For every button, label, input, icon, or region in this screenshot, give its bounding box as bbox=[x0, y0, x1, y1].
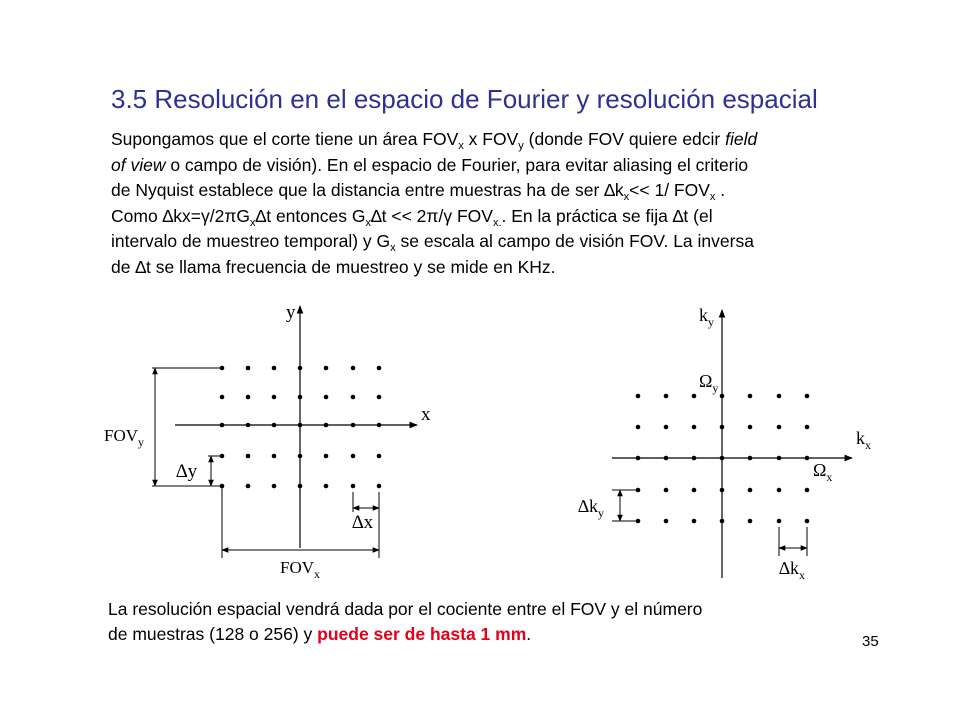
kx-axis-label: $k_x$ bbox=[856, 428, 871, 452]
omega-x-label: $\Omega_x$ bbox=[813, 460, 833, 484]
omega-y-label: $\Omega_y$ bbox=[699, 371, 719, 395]
sample-dot bbox=[692, 425, 697, 430]
fov-y-label: $FOV_y$ bbox=[104, 426, 145, 449]
sample-dot bbox=[377, 454, 382, 459]
footer-line-1: La resolución espacial vendrá dada por el cociente entre el FOV y el número bbox=[108, 599, 703, 619]
sample-dot bbox=[324, 395, 329, 400]
sample-dot bbox=[748, 456, 753, 461]
slide-title: 3.5 Resolución en el espacio de Fourier y resolución espacial bbox=[111, 84, 818, 114]
highlight-text: puede ser de hasta 1 mm bbox=[317, 624, 527, 644]
sample-dot bbox=[720, 488, 725, 493]
sample-dot bbox=[351, 484, 356, 489]
sample-dot bbox=[246, 423, 251, 428]
sample-dot bbox=[324, 484, 329, 489]
sample-dot bbox=[272, 423, 277, 428]
sample-dot bbox=[720, 456, 725, 461]
sample-dot bbox=[351, 395, 356, 400]
sample-dot bbox=[636, 425, 641, 430]
sample-dot bbox=[220, 423, 225, 428]
sample-dot bbox=[748, 519, 753, 524]
sample-dot bbox=[664, 394, 669, 399]
sample-dot bbox=[351, 454, 356, 459]
sample-dot bbox=[664, 488, 669, 493]
sample-dot bbox=[324, 366, 329, 371]
sample-dot bbox=[351, 423, 356, 428]
y-axis-label: y bbox=[286, 302, 296, 323]
sample-dot bbox=[664, 456, 669, 461]
sample-dot bbox=[324, 454, 329, 459]
sample-dot bbox=[246, 366, 251, 371]
sample-dot bbox=[377, 366, 382, 371]
sample-dot bbox=[220, 395, 225, 400]
fov-x-label: $FOV_x$ bbox=[280, 558, 321, 581]
sample-dot bbox=[246, 484, 251, 489]
sample-dot bbox=[805, 425, 810, 430]
sample-dot bbox=[692, 488, 697, 493]
sample-dot bbox=[636, 456, 641, 461]
sample-dot bbox=[664, 425, 669, 430]
delta-y-label: ∆y bbox=[176, 461, 198, 482]
sample-dot bbox=[777, 488, 782, 493]
sample-dot bbox=[246, 454, 251, 459]
sample-dot bbox=[777, 394, 782, 399]
sample-dot bbox=[692, 519, 697, 524]
sample-dot bbox=[298, 366, 303, 371]
sample-dot bbox=[805, 456, 810, 461]
sample-dot bbox=[777, 425, 782, 430]
sample-dot bbox=[720, 425, 725, 430]
intro-line-6: de ∆t se llama frecuencia de muestreo y se mide en KHz. bbox=[111, 256, 556, 277]
sample-dot bbox=[272, 395, 277, 400]
sample-dot bbox=[298, 395, 303, 400]
sample-dot bbox=[298, 484, 303, 489]
sample-dot bbox=[272, 366, 277, 371]
sample-dot bbox=[720, 394, 725, 399]
sample-dot bbox=[777, 456, 782, 461]
sample-dot bbox=[272, 454, 277, 459]
sample-dot bbox=[246, 395, 251, 400]
page-number: 35 bbox=[862, 633, 879, 650]
image-space-diagram bbox=[104, 302, 431, 581]
sample-dot bbox=[298, 423, 303, 428]
delta-x-label: ∆x bbox=[352, 512, 374, 533]
sample-dot bbox=[748, 394, 753, 399]
sample-dot bbox=[692, 456, 697, 461]
sample-dot bbox=[664, 519, 669, 524]
sample-dot bbox=[805, 519, 810, 524]
intro-line-1: Supongamos que el corte tiene un área $FOV_x$ x $FOV_y$ (donde FOV quiere edcir field bbox=[111, 129, 758, 152]
delta-ky-label: $\Delta k_y$ bbox=[578, 496, 605, 520]
intro-line-5: intervalo de muestreo temporal) y $G_x$ se escala al campo de visión FOV. La inversa bbox=[111, 231, 754, 254]
intro-line-2: of view o campo de visión). En el espacio de Fourier, para evitar aliasing el criterio bbox=[111, 154, 749, 175]
sample-dot bbox=[272, 484, 277, 489]
sample-dot bbox=[748, 425, 753, 430]
x-axis-label: x bbox=[421, 404, 431, 425]
intro-line-4: Como $\Delta kx=\gamma/2\pi G_x\Delta t$ entonces $G_x\Delta t << 2\pi/\gamma$ $FOV_{x.}$. En la práctica se fija ∆t (el bbox=[111, 205, 713, 229]
sample-dot bbox=[377, 395, 382, 400]
footer-paragraph bbox=[108, 597, 868, 647]
intro-line-3: de Nyquist establece que la distancia entre muestras ha de ser $\Delta k_x<< 1/$ $FOV_x$ . bbox=[111, 180, 726, 203]
delta-kx-label: $\Delta k_x$ bbox=[779, 558, 806, 582]
sample-dot bbox=[805, 394, 810, 399]
sample-dot bbox=[377, 423, 382, 428]
sample-dot bbox=[324, 423, 329, 428]
sample-dot bbox=[636, 394, 641, 399]
ky-axis-label: $k_y$ bbox=[699, 305, 714, 329]
sample-dot bbox=[777, 519, 782, 524]
sample-dot bbox=[720, 519, 725, 524]
sample-dot bbox=[298, 454, 303, 459]
footer-line-2: de muestras (128 o 256) y puede ser de hasta 1 mm. bbox=[108, 624, 532, 644]
k-space-diagram bbox=[578, 305, 871, 582]
sample-dot bbox=[805, 488, 810, 493]
sample-dot bbox=[748, 488, 753, 493]
sample-dot bbox=[692, 394, 697, 399]
sample-dot bbox=[351, 366, 356, 371]
sample-dot bbox=[377, 484, 382, 489]
